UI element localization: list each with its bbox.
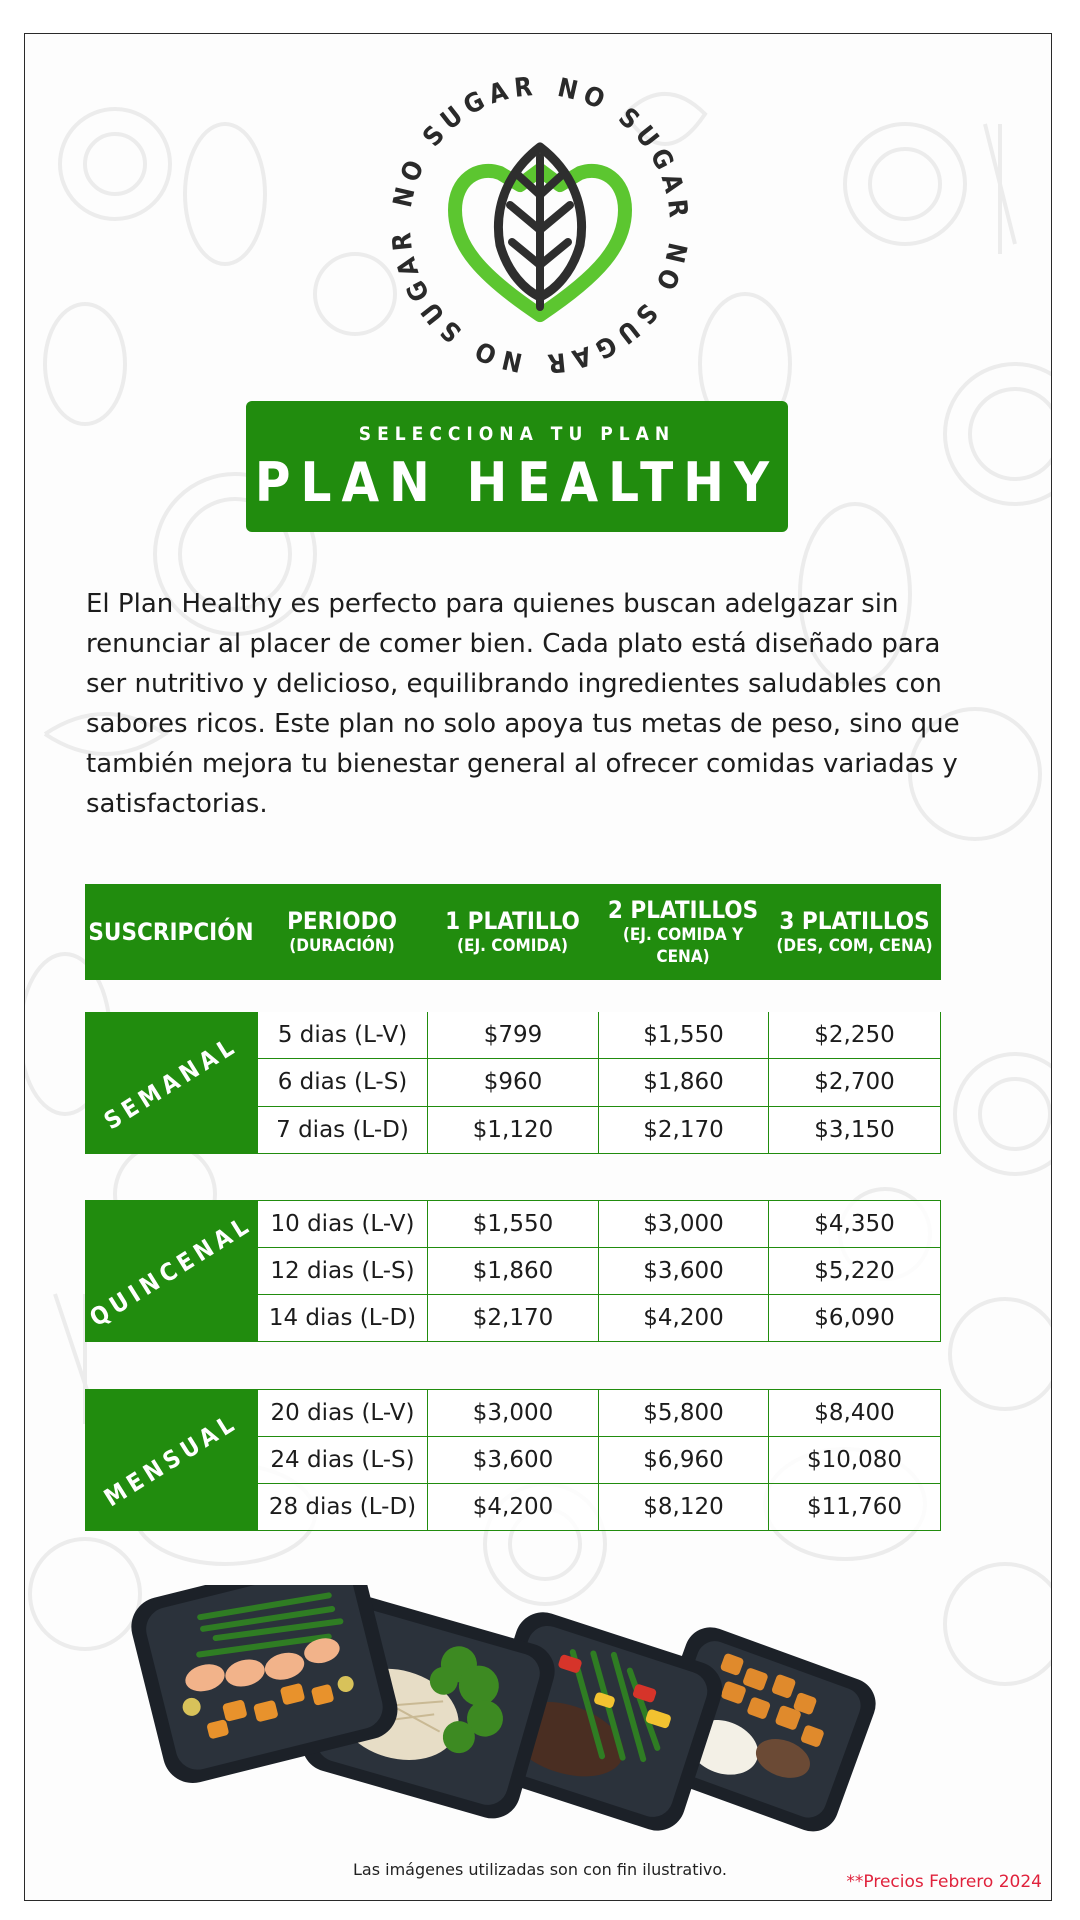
header-3-platillos: 3 PLATILLOS (DES, COM, CENA)	[776, 907, 933, 956]
price-2-cell: $6,960	[598, 1437, 768, 1483]
table-row	[257, 1248, 940, 1295]
table-row	[257, 1295, 940, 1342]
group-mensual	[85, 1389, 941, 1531]
table-row	[257, 1059, 940, 1106]
group-label: SEMANAL	[85, 1012, 257, 1154]
price-3-cell: $2,700	[768, 1059, 940, 1105]
price-1-cell: $3,000	[427, 1390, 598, 1436]
price-3-cell: $6,090	[768, 1295, 940, 1341]
header-1-platillo: 1 PLATILLO (EJ. COMIDA)	[445, 907, 580, 956]
group-semanal	[85, 1012, 941, 1154]
table-row	[257, 1390, 940, 1437]
price-1-cell: $1,860	[427, 1248, 598, 1294]
table-row	[257, 1012, 940, 1059]
period-cell: 24 dias (L-S)	[257, 1437, 427, 1483]
price-2-cell: $5,800	[598, 1390, 768, 1436]
period-cell: 5 dias (L-V)	[257, 1012, 427, 1058]
price-1-cell: $960	[427, 1059, 598, 1105]
price-3-cell: $4,350	[768, 1201, 940, 1247]
price-1-cell: $799	[427, 1012, 598, 1058]
svg-text:NO SUGAR: NO SUGAR	[386, 225, 526, 378]
price-2-cell: $3,000	[598, 1201, 768, 1247]
header-period: PERIODO (DURACIÓN)	[287, 907, 397, 956]
table-row	[257, 1437, 940, 1484]
no-sugar-logo	[360, 45, 720, 405]
meal-containers-image	[95, 1585, 975, 1850]
group-label: QUINCENAL	[85, 1200, 257, 1342]
price-3-cell: $11,760	[768, 1484, 940, 1530]
plan-banner	[246, 401, 788, 532]
price-3-cell: $5,220	[768, 1248, 940, 1294]
price-3-cell: $8,400	[768, 1390, 940, 1436]
price-3-cell: $10,080	[768, 1437, 940, 1483]
price-1-cell: $1,120	[427, 1107, 598, 1153]
period-cell: 6 dias (L-S)	[257, 1059, 427, 1105]
price-2-cell: $8,120	[598, 1484, 768, 1530]
period-cell: 28 dias (L-D)	[257, 1484, 427, 1530]
price-1-cell: $2,170	[427, 1295, 598, 1341]
price-1-cell: $4,200	[427, 1484, 598, 1530]
price-3-cell: $3,150	[768, 1107, 940, 1153]
period-cell: 14 dias (L-D)	[257, 1295, 427, 1341]
price-2-cell: $4,200	[598, 1295, 768, 1341]
banner-title: PLAN HEALTHY	[254, 451, 780, 514]
group-label: MENSUAL	[85, 1389, 257, 1531]
table-row	[257, 1484, 940, 1531]
group-quincenal	[85, 1200, 941, 1342]
period-cell: 10 dias (L-V)	[257, 1201, 427, 1247]
svg-text:NO SUGAR: NO SUGAR	[554, 72, 694, 225]
price-2-cell: $1,860	[598, 1059, 768, 1105]
price-table-header	[85, 884, 941, 980]
prices-note: **Precios Febrero 2024	[846, 1872, 1042, 1892]
logo-ring-text: NO SUGAR	[387, 71, 540, 211]
svg-text:NO SUGAR: NO SUGAR	[540, 239, 693, 379]
header-subscription: SUSCRIPCIÓN	[88, 918, 254, 946]
period-cell: 7 dias (L-D)	[257, 1107, 427, 1153]
price-3-cell: $2,250	[768, 1012, 940, 1058]
banner-subtitle: SELECCIONA TU PLAN	[358, 423, 676, 445]
price-1-cell: $3,600	[427, 1437, 598, 1483]
plan-description: El Plan Healthy es perfecto para quienes buscan adelgazar sin renunciar al placer de comer bien. Cada plato está diseñado para ser nutritivo y delicioso, equilibrando ingredientes saludables con sabores ricos. Este plan no solo apoya tus metas de peso, sino que también mejora tu bienestar general al ofrecer comidas variadas y satisfactorias.	[86, 589, 960, 819]
price-2-cell: $3,600	[598, 1248, 768, 1294]
images-disclaimer: Las imágenes utilizadas son con fin ilustrativo.	[353, 1860, 727, 1879]
header-2-platillos: 2 PLATILLOS (EJ. COMIDA Y CENA)	[607, 896, 759, 967]
table-row	[257, 1201, 940, 1248]
period-cell: 12 dias (L-S)	[257, 1248, 427, 1294]
leaf-heart-icon	[455, 147, 625, 315]
price-1-cell: $1,550	[427, 1201, 598, 1247]
table-row	[257, 1107, 940, 1154]
period-cell: 20 dias (L-V)	[257, 1390, 427, 1436]
price-2-cell: $2,170	[598, 1107, 768, 1153]
price-2-cell: $1,550	[598, 1012, 768, 1058]
